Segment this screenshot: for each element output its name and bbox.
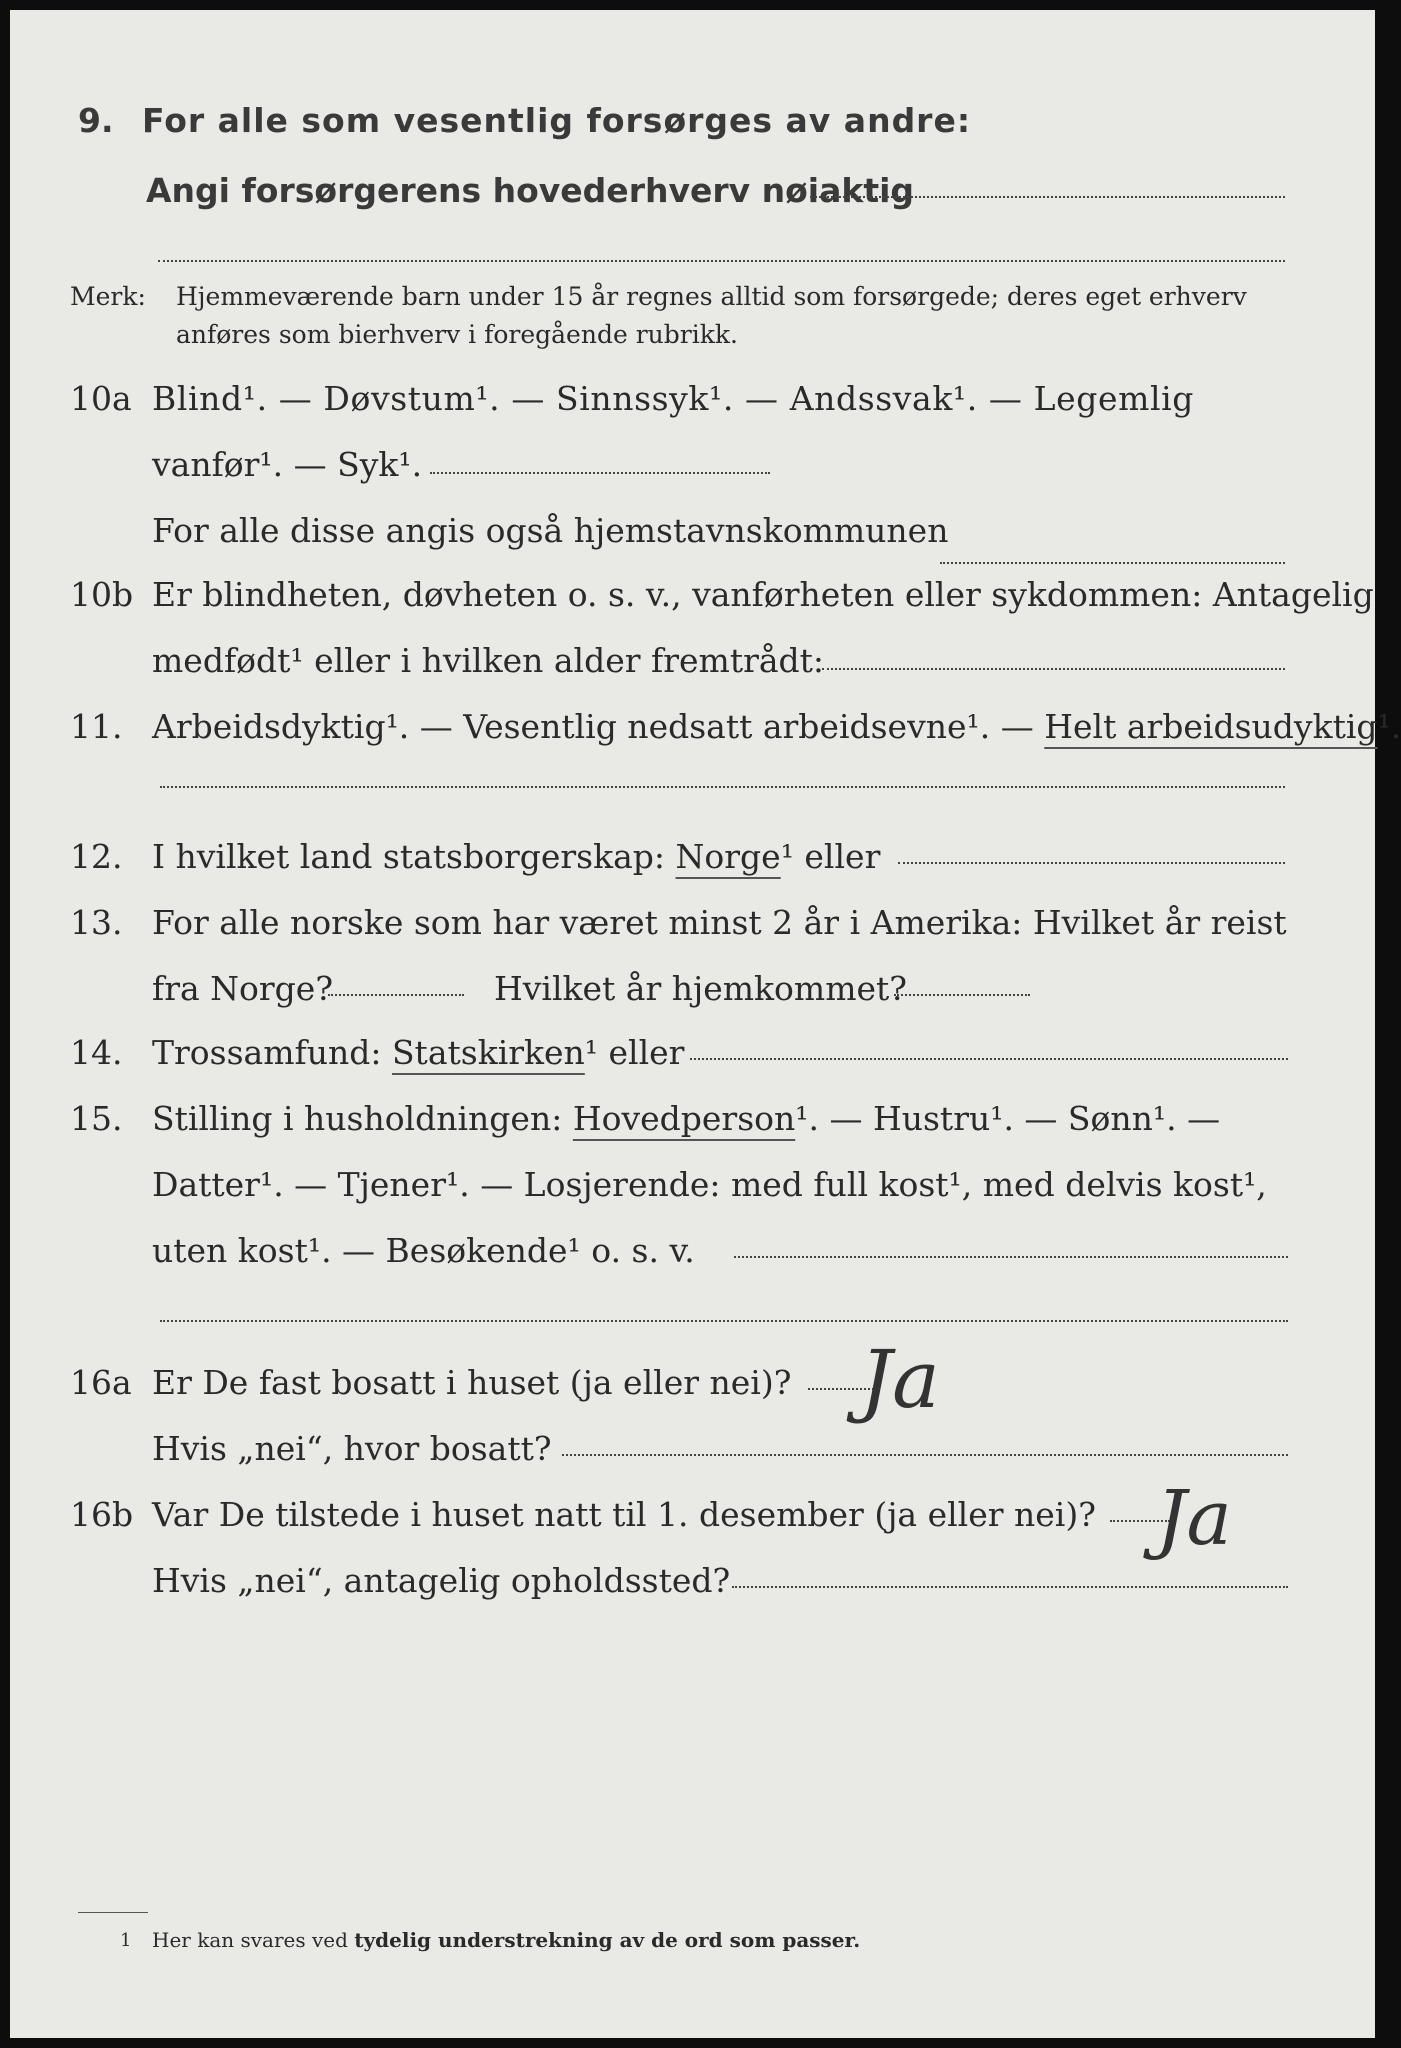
footnote-mark: 1 <box>120 1930 132 1951</box>
q15-line-3: uten kost¹. — Besøkende¹ o. s. v. <box>152 1231 695 1270</box>
q13-emigrated-year-field[interactable] <box>328 994 464 996</box>
q14-line <box>152 1033 685 1072</box>
q12-or: ¹ eller <box>780 837 881 876</box>
q16a-number: 16a <box>70 1363 132 1402</box>
q14-or: ¹ eller <box>584 1033 685 1072</box>
q13-number: 13. <box>70 903 123 942</box>
q11-extra-field[interactable] <box>160 786 1285 788</box>
merk-label: Merk: <box>70 282 146 311</box>
q14-number: 14. <box>70 1033 123 1072</box>
q11-number: 11. <box>70 707 123 746</box>
q16a-followup: Hvis „nei“, hvor bosatt? <box>152 1429 552 1468</box>
q14-selected-option: Statskirken <box>391 1033 585 1072</box>
merk-line-2: anføres som bierhverv i foregående rubrikk. <box>176 320 738 349</box>
q9-occupation-field[interactable] <box>810 196 1285 198</box>
footnote-rule <box>78 1912 148 1913</box>
footnote-text-plain: Her kan svares ved <box>152 1928 355 1952</box>
q10a-line-1: Blind¹. — Døvstum¹. — Sinnssyk¹. — Andssvak¹. — Legemlig <box>152 379 1195 418</box>
census-form-page <box>10 10 1401 2038</box>
q9-extra-field[interactable] <box>158 260 1285 262</box>
q15-question: Stilling i husholdningen: <box>152 1099 573 1138</box>
q16b-followup: Hvis „nei“, antagelig opholdssted? <box>152 1561 731 1600</box>
q10a-line-3: For alle disse angis også hjemstavnskommunen <box>152 511 949 550</box>
q10a-number: 10a <box>70 379 132 418</box>
q13-returned-label: Hvilket år hjemkommet? <box>494 969 907 1008</box>
q11-selected-option: Helt arbeidsudyktig <box>1044 707 1378 746</box>
q10b-line-2: medfødt¹ eller i hvilken alder fremtrådt: <box>152 641 825 680</box>
q10a-line-2: vanfør¹. — Syk¹. <box>152 445 423 484</box>
q10a-sick-field[interactable] <box>430 472 770 474</box>
q15-extra-field[interactable] <box>160 1320 1288 1322</box>
q11-options: Arbeidsdyktig¹. — Vesentlig nedsatt arbeidsevne¹. — <box>152 707 1045 746</box>
q10b-line-1: Er blindheten, døvheten o. s. v., vanførheten eller sykdommen: Antagelig <box>152 575 1374 614</box>
q16a-question: Er De fast bosatt i huset (ja eller nei)? <box>152 1363 792 1402</box>
q12-country-field[interactable] <box>898 862 1285 864</box>
q16b-whereabouts-field[interactable] <box>732 1586 1288 1588</box>
q16a-residence-field[interactable] <box>562 1454 1288 1456</box>
q15-options-a: ¹. — Hustru¹. — Sønn¹. — <box>795 1099 1221 1138</box>
q12-number: 12. <box>70 837 123 876</box>
q9-occupation-label: Angi forsørgerens hovederhverv nøiaktig <box>146 171 915 210</box>
q12-line <box>152 837 881 876</box>
q13-returned-year-field[interactable] <box>894 994 1030 996</box>
q13-line-1: For alle norske som har været minst 2 år i Amerika: Hvilket år reist <box>152 903 1287 942</box>
q10b-age-field[interactable] <box>822 668 1285 670</box>
q11-footnote-mark: ¹. <box>1377 707 1401 746</box>
q13-emigrated-label: fra Norge? <box>152 969 334 1008</box>
q15-number: 15. <box>70 1099 123 1138</box>
q9-number: 9. <box>78 101 114 140</box>
footnote-text <box>152 1930 860 1950</box>
q15-other-field[interactable] <box>734 1256 1288 1258</box>
q16a-handwritten-answer: Ja <box>860 1333 940 1426</box>
q10a-home-municipality-field[interactable] <box>940 562 1285 564</box>
q16b-handwritten-answer: Ja <box>1156 1473 1232 1562</box>
q15-selected-option: Hovedperson <box>572 1099 796 1138</box>
q10b-number: 10b <box>70 575 134 614</box>
q15-line-1 <box>152 1099 1221 1138</box>
q16b-number: 16b <box>70 1495 134 1534</box>
q12-selected-option: Norge <box>675 837 781 876</box>
footnote-text-bold: tydelig understrekning av de ord som passer. <box>354 1928 861 1952</box>
q16b-question: Var De tilstede i huset natt til 1. desember (ja eller nei)? <box>152 1495 1096 1534</box>
q15-line-2: Datter¹. — Tjener¹. — Losjerende: med full kost¹, med delvis kost¹, <box>152 1165 1267 1204</box>
q12-question: I hvilket land statsborgerskap: <box>152 837 676 876</box>
q9-heading: For alle som vesentlig forsørges av andre: <box>142 101 972 140</box>
q11-line <box>152 707 1401 746</box>
q14-faith-field[interactable] <box>690 1058 1288 1060</box>
q14-question: Trossamfund: <box>152 1033 392 1072</box>
merk-line-1: Hjemmeværende barn under 15 år regnes alltid som forsørgede; deres eget erhverv <box>176 282 1247 311</box>
